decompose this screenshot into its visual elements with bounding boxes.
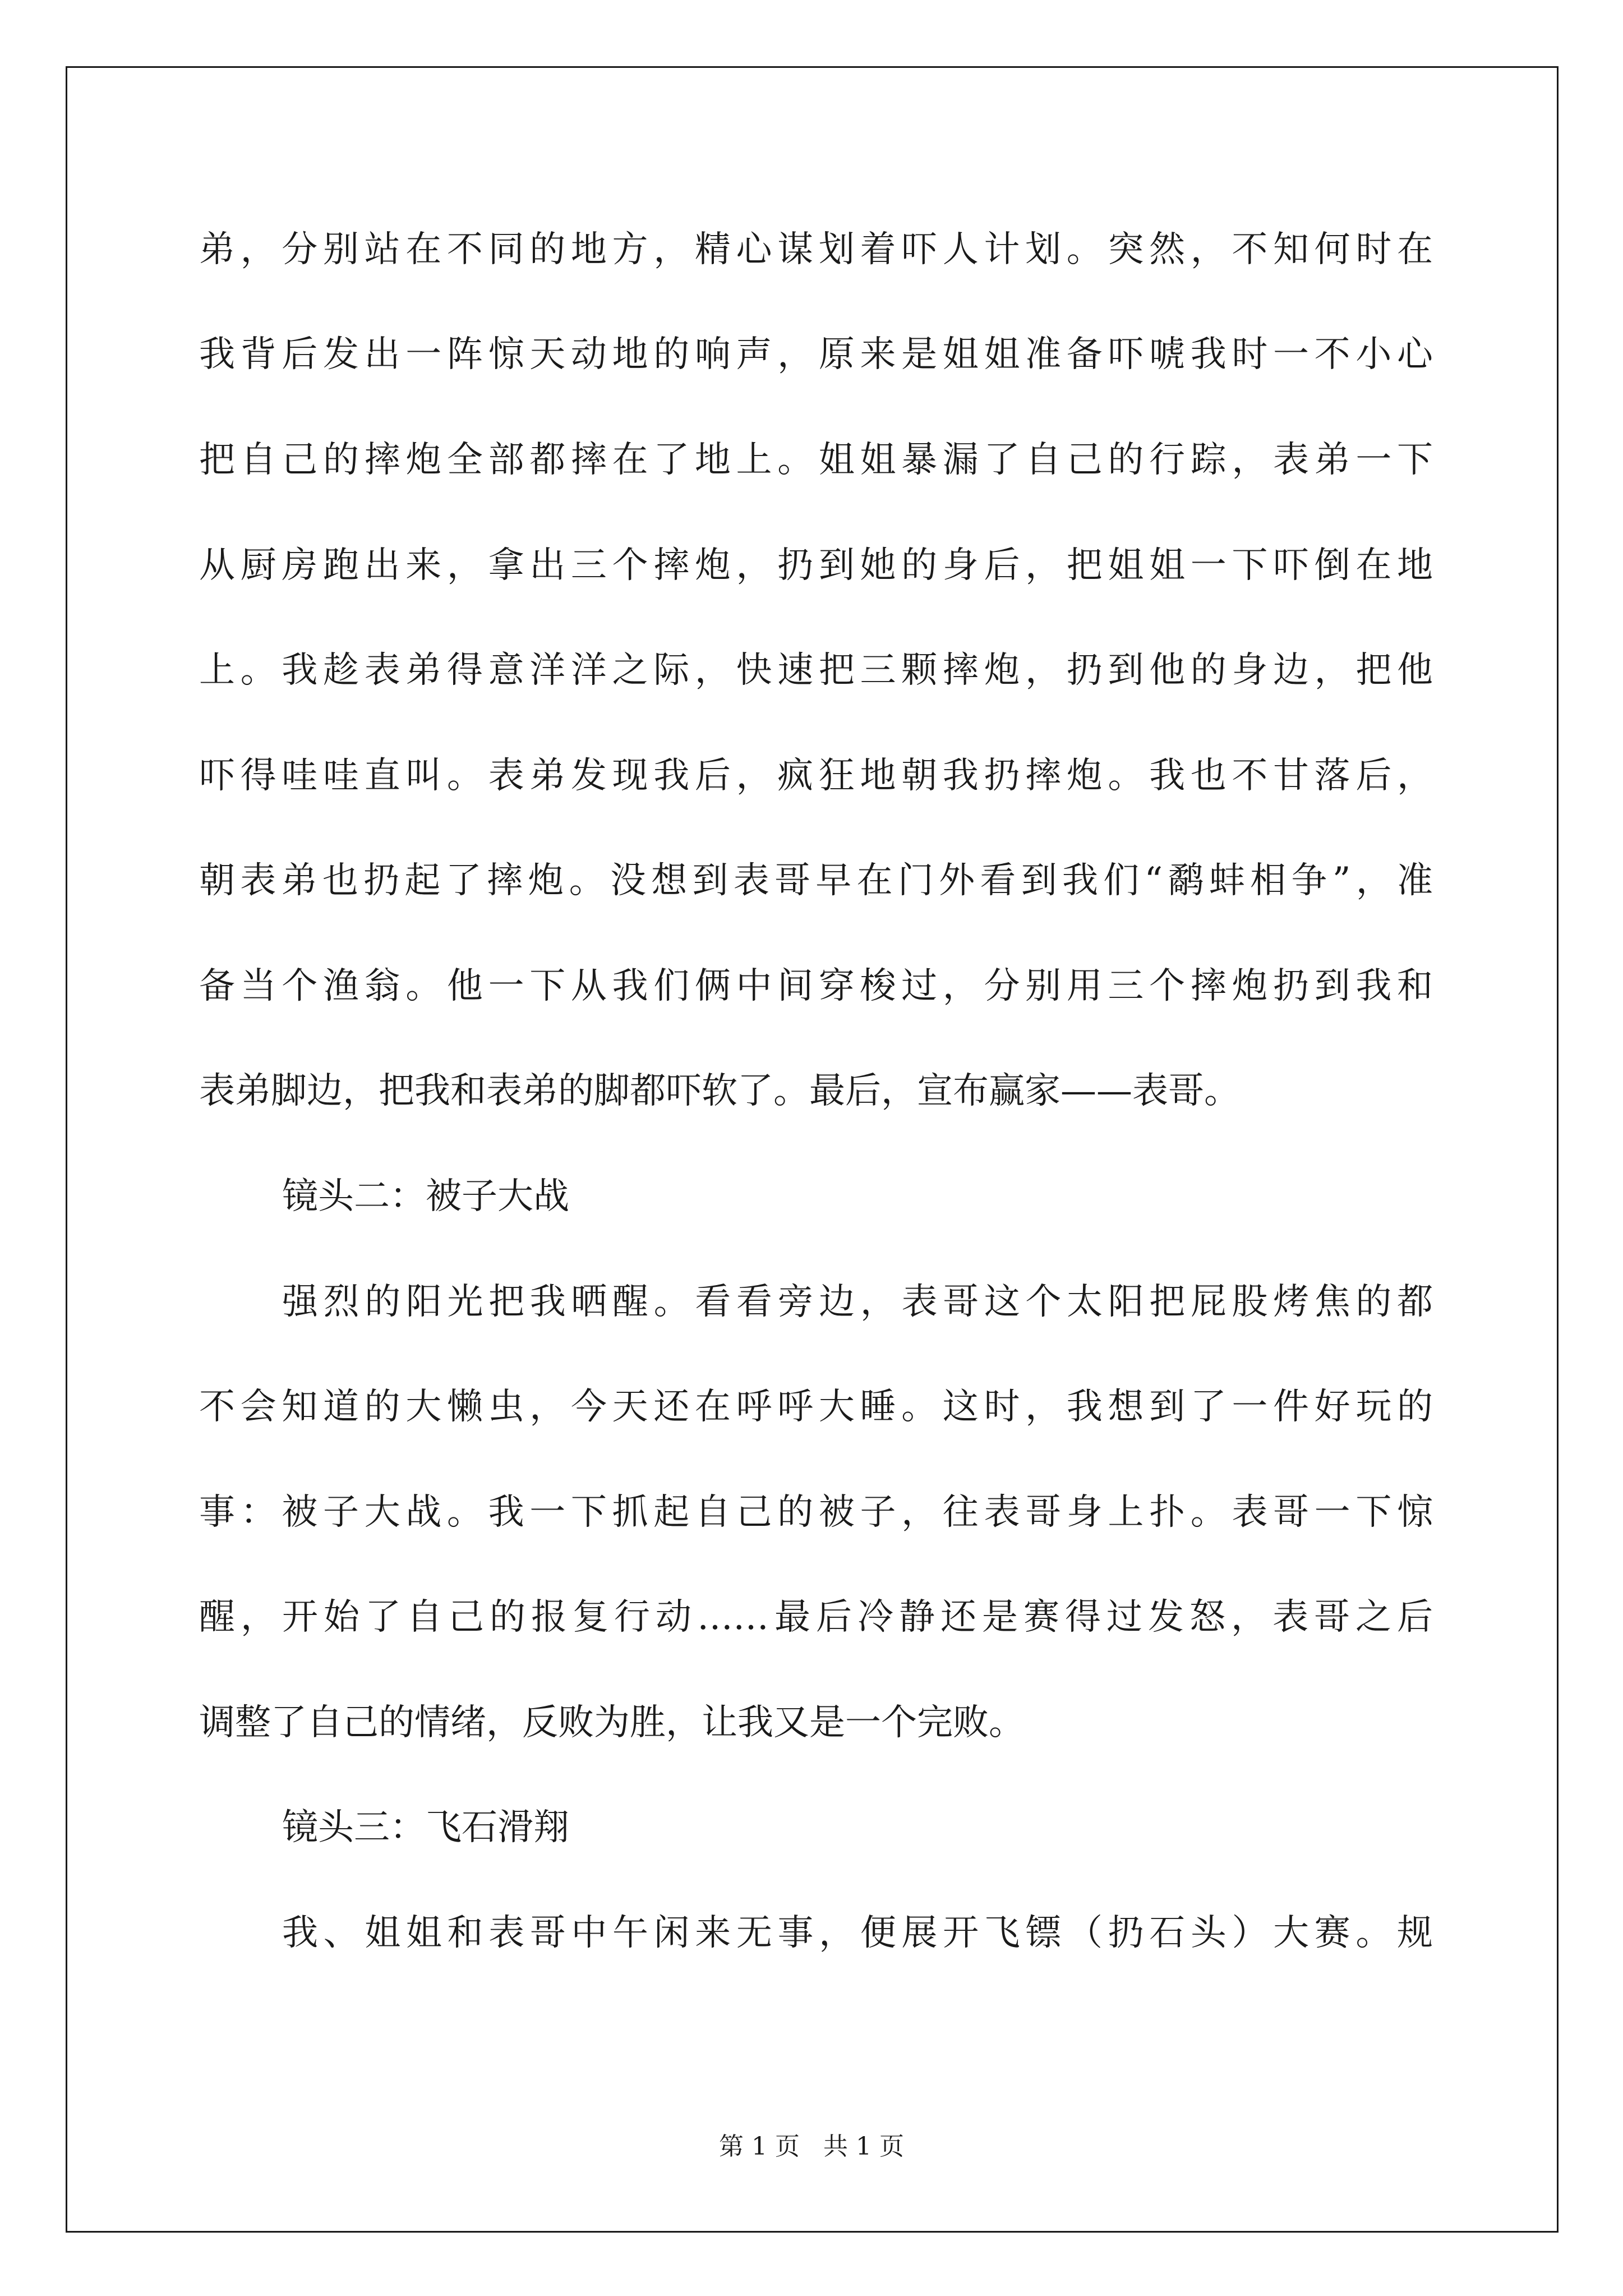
paragraph-line: 醒，开始了自己的报复行动……最后冷静还是赛得过发怒，表哥之后 (199, 1596, 1433, 1638)
paragraph-line: 朝表弟也扔起了摔炮。没想到表哥早在门外看到我们“鹬蚌相争”，准 (199, 860, 1433, 901)
page-total: 共 1 页 (823, 2132, 904, 2161)
paragraph-line: 备当个渔翁。他一下从我们俩中间穿梭过，分别用三个摔炮扔到我和 (199, 965, 1433, 1007)
paragraph-line: 我、姐姐和表哥中午闲来无事，便展开飞镖（扔石头）大赛。规 (282, 1912, 1433, 1954)
paragraph-line: 表弟脚边，把我和表弟的脚都吓软了。最后，宣布赢家——表哥。 (199, 1070, 1240, 1112)
paragraph-line: 强烈的阳光把我晒醒。看看旁边，表哥这个太阳把屁股烤焦的都 (282, 1281, 1433, 1323)
paragraph-line: 吓得哇哇直叫。表弟发现我后，疯狂地朝我扔摔炮。我也不甘落后， (199, 755, 1433, 797)
page-number: 第 1 页 (719, 2132, 800, 2161)
page-footer (0, 2126, 1623, 2162)
paragraph-line: 不会知道的大懒虫，今天还在呼呼大睡。这时，我想到了一件好玩的 (199, 1386, 1433, 1428)
paragraph-line: 上。我趁表弟得意洋洋之际，快速把三颗摔炮，扔到他的身边，把他 (199, 650, 1433, 691)
paragraph-line: 事：被子大战。我一下抓起自己的被子，往表哥身上扑。表哥一下惊 (199, 1492, 1433, 1533)
section-heading: 镜头三：飞石滑翔 (282, 1807, 569, 1848)
paragraph-line: 调整了自己的情绪，反败为胜，让我又是一个完败。 (199, 1702, 1025, 1743)
section-heading: 镜头二：被子大战 (282, 1176, 569, 1217)
paragraph-line: 把自己的摔炮全部都摔在了地上。姐姐暴漏了自己的行踪，表弟一下 (199, 439, 1433, 481)
paragraph-line: 从厨房跑出来，拿出三个摔炮，扔到她的身后，把姐姐一下吓倒在地 (199, 545, 1433, 586)
paragraph-line: 弟，分别站在不同的地方，精心谋划着吓人计划。突然，不知何时在 (199, 229, 1433, 270)
paragraph-line: 我背后发出一阵惊天动地的响声，原来是姐姐准备吓唬我时一不小心 (199, 334, 1433, 375)
